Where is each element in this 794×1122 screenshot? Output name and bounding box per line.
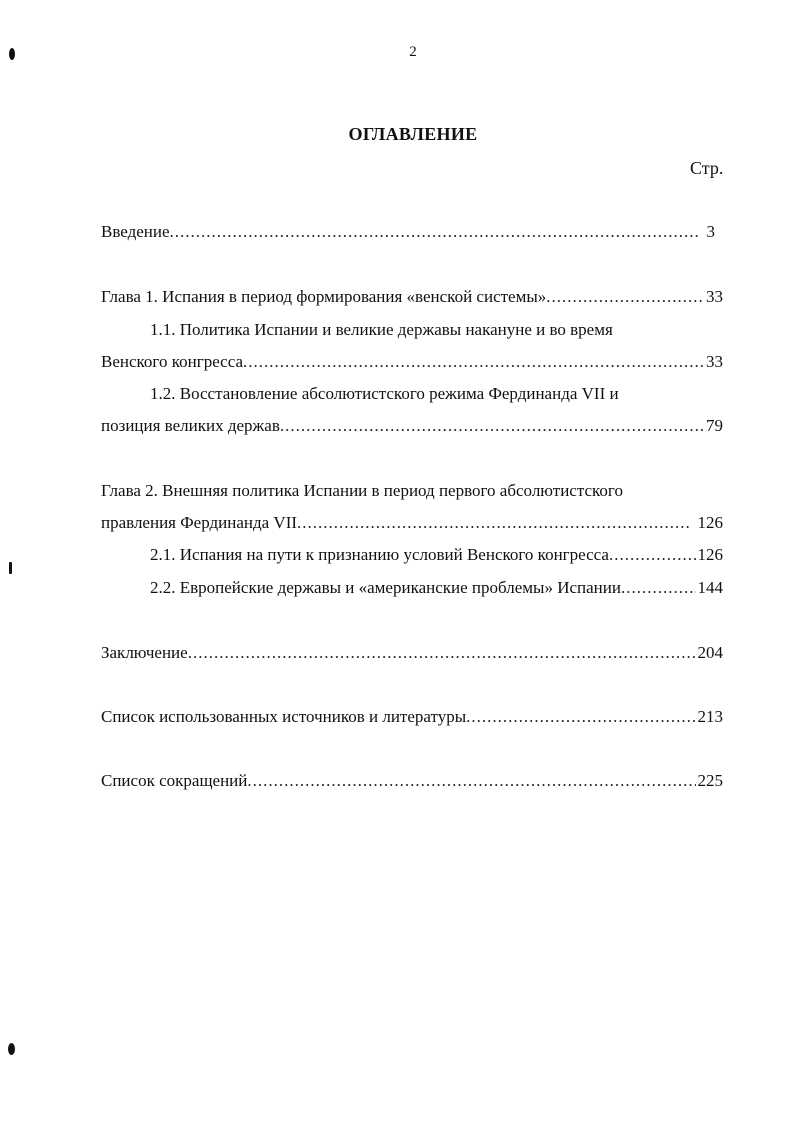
toc-entry-text: позиция великих держав [101, 416, 280, 435]
toc-entry-text: Заключение [101, 643, 188, 662]
toc-leader-dots [297, 513, 691, 533]
toc-entry-section1-1[interactable] [101, 352, 723, 372]
toc-entry-section2-1[interactable] [150, 545, 723, 565]
toc-entry-text: Список использованных источников и литературы [101, 707, 467, 726]
toc-leader-dots [170, 222, 701, 242]
toc-leader-dots [188, 643, 696, 663]
toc-entry-section1-2[interactable] [101, 416, 723, 436]
toc-leader-dots [243, 352, 704, 372]
toc-entry-page: 144 [697, 578, 723, 597]
toc-entry-text: Введение [101, 222, 170, 241]
toc-entry-section2-2[interactable] [150, 578, 723, 598]
toc-entry-chapter2[interactable] [101, 513, 723, 533]
page-title: ОГЛАВЛЕНИЕ [348, 124, 478, 144]
toc-entry-page: 225 [697, 771, 723, 790]
toc-leader-dots [609, 545, 696, 565]
toc-entry-section1-1-line1[interactable]: 1.1. Политика Испании и великие державы накануне и во время [150, 320, 613, 339]
toc-entry-page: 126 [697, 513, 723, 532]
toc-entry-page: 33 [706, 287, 723, 306]
toc-entry-text: Глава 1. Испания в период формирования «венской системы» [101, 287, 547, 306]
toc-entry-page: 79 [706, 416, 723, 435]
scan-mark [8, 1043, 15, 1055]
toc-entry-page: 213 [697, 707, 723, 726]
toc-leader-dots [546, 287, 704, 307]
toc-entry-page: 33 [706, 352, 723, 371]
toc-entry-text: правления Фердинанда VII [101, 513, 298, 532]
toc-entry-introduction[interactable] [101, 222, 715, 242]
toc-entry-text: Список сокращений [101, 771, 248, 790]
toc-leader-dots [247, 771, 695, 791]
toc-entry-sources[interactable] [101, 707, 723, 727]
toc-entry-section1-2-line1[interactable]: 1.2. Восстановление абсолютистского режима Фердинанда VII и [150, 384, 619, 403]
toc-entry-text: 2.2. Европейские державы и «американские проблемы» Испании [150, 578, 621, 597]
toc-entry-conclusion[interactable] [101, 643, 723, 663]
toc-leader-dots [621, 578, 696, 598]
toc-entry-chapter2-line1[interactable]: Глава 2. Внешняя политика Испании в период первого абсолютистского [101, 481, 623, 500]
toc-entry-chapter1[interactable] [101, 287, 723, 307]
toc-entry-text: Венского конгресса [101, 352, 244, 371]
toc-entry-text: 2.1. Испания на пути к признанию условий Венского конгресса [150, 545, 609, 564]
toc-leader-dots [280, 416, 704, 436]
toc-entry-page: 204 [697, 643, 723, 662]
toc-leader-dots [466, 707, 695, 727]
page-number: 2 [409, 44, 417, 60]
page-column-label: Стр. [690, 158, 724, 178]
toc-entry-page: 126 [697, 545, 723, 564]
toc-entry-abbreviations[interactable] [101, 771, 723, 791]
scan-mark [9, 562, 12, 574]
scan-mark [9, 48, 15, 60]
toc-entry-page: 3 [706, 222, 715, 241]
